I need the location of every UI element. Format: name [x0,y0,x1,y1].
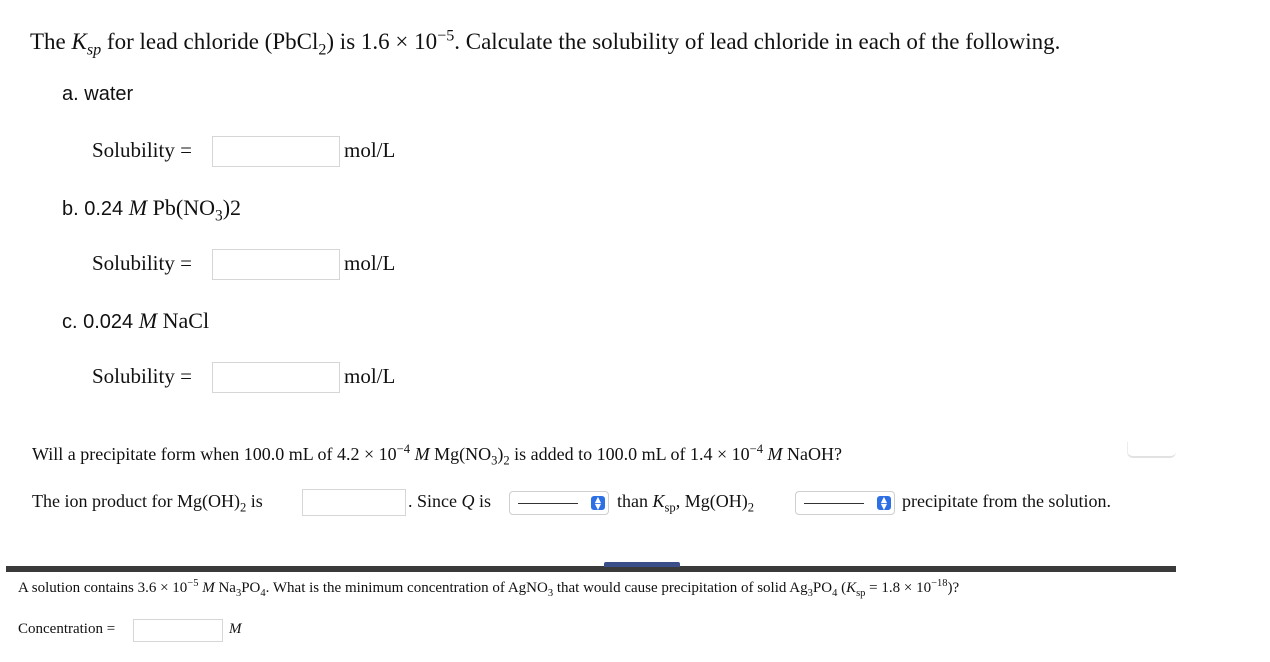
ion-product-label [32,491,263,515]
unit-b: mol/L [344,251,396,275]
q3-ag-rest: PO [812,580,833,596]
q-is-text: is [479,491,492,511]
solubility-input-a[interactable] [212,136,340,167]
q3-salt: Na [218,580,236,596]
q3-text-c: that would cause precipitation of solid Ag [556,580,808,596]
since-text: . Since [408,491,457,511]
part-b-formula [152,195,242,225]
q3-ag-sub2: 4 [832,588,838,599]
than-text: than [617,491,648,511]
references-tab[interactable] [604,562,680,567]
solubility-label-b: Solubility = [92,251,192,275]
unit-a: mol/L [344,138,396,162]
precipitate-text: precipitate from the solution. [902,491,1111,511]
q2-exp-a: −4 [396,442,411,456]
solubility-label-a: Solubility = [92,138,192,162]
q2-text-b: is added to 100.0 mL of 1.4 × 10 [514,444,750,464]
q2-ksp-compound-sub: 2 [747,500,755,515]
select-arrows-icon: ▲ ▼ [591,496,605,510]
ksp-subscript: sp [86,41,102,59]
part-c-value: 0.024 [83,311,134,333]
q2-salt1-sub: 3 [491,453,498,468]
section-divider [6,566,1176,572]
q3-agno-sub: 3 [547,588,554,599]
q3-text-a: A solution contains 3.6 × 10 [18,580,188,596]
q2-exp-b: −4 [749,442,764,456]
part-b-molarity: M [128,195,148,220]
q3-ksp-symbol: K [846,580,857,596]
q3-ag-sub: 3 [807,588,813,599]
q2-ksp-compound: , Mg(OH) [675,491,748,511]
q1-prefix: The [30,29,66,54]
q2-salt1-close: ) [497,444,504,464]
part-a-letter: a. [62,83,79,105]
q3-ksp-open: ( [841,580,847,596]
q2-molarity-1: M [414,444,430,464]
q1-text-end: . Calculate the solubility of lead chloride in each of the following. [454,29,1061,54]
q3-salt-sub: 3 [235,588,242,599]
concentration-unit: M [229,621,242,637]
part-a-text: water [84,83,134,105]
question-3-prompt [18,580,959,597]
solubility-label-c: Solubility = [92,364,192,388]
q1-text-mid: for lead chloride (PbCl [106,29,319,54]
precipitate-select[interactable] [795,491,895,515]
part-b-value: 0.24 [84,198,124,220]
q2-text-a: Will a precipitate form when 100.0 mL of 4.2 × 10 [32,444,397,464]
part-c-label [62,308,209,334]
ion-product-text: The ion product for Mg(OH) [32,491,240,511]
ion-product-is: is [250,491,263,511]
since-q-text [408,491,491,512]
q2-ksp-sub: sp [664,500,676,515]
comparison-select[interactable] [509,491,609,515]
q2-salt1: Mg(NO [434,444,492,464]
part-c-molarity: M [138,308,158,333]
ion-product-input[interactable] [302,489,406,516]
q2-molarity-2: M [767,444,783,464]
part-b-label [62,195,242,225]
part-b-letter: b. [62,198,79,220]
q2-ksp-symbol: K [652,491,665,511]
select-blank-line [518,503,578,504]
q3-ksp-sub: sp [856,588,866,599]
q3-end: )? [947,580,960,596]
concentration-label: Concentration = [18,621,116,637]
q1-text-is: ) is 1.6 × 10 [326,29,438,54]
panel-edge [1127,442,1176,458]
select-arrows-icon-2: ▲ ▼ [877,496,891,510]
part-b-formula-tail: )2 [222,195,242,220]
q3-exp-a: −5 [187,578,199,589]
question-2-prompt [32,442,843,468]
question-1-prompt [30,27,1061,59]
part-c-formula: NaCl [162,308,210,333]
select-blank-line-2 [804,503,864,504]
ksp-symbol: K [71,29,87,54]
part-a-label [62,83,133,106]
solubility-input-b[interactable] [212,249,340,280]
part-b-formula-main: Pb(NO [152,195,215,220]
unit-c: mol/L [344,364,396,388]
q2-salt2: NaOH? [787,444,843,464]
pbcl2-subscript: 2 [318,41,327,59]
ion-product-sub: 2 [239,500,247,515]
part-c-letter: c. [62,311,78,333]
q-symbol: Q [461,491,475,511]
q3-molarity: M [202,580,215,596]
than-ksp-text [617,491,755,515]
solubility-input-c[interactable] [212,362,340,393]
part-b-formula-sub: 3 [214,207,223,225]
q3-salt-sub2: 4 [260,588,266,599]
concentration-input[interactable] [133,619,223,642]
q3-ksp-value: = 1.8 × 10 [869,580,932,596]
q3-salt-rest: PO [241,580,261,596]
q2-salt1-sub2: 2 [503,453,510,468]
q3-text-b: . What is the minimum concentration of AgNO [265,580,548,596]
q3-exp-k: −18 [931,578,948,589]
q1-exponent: −5 [437,27,455,45]
